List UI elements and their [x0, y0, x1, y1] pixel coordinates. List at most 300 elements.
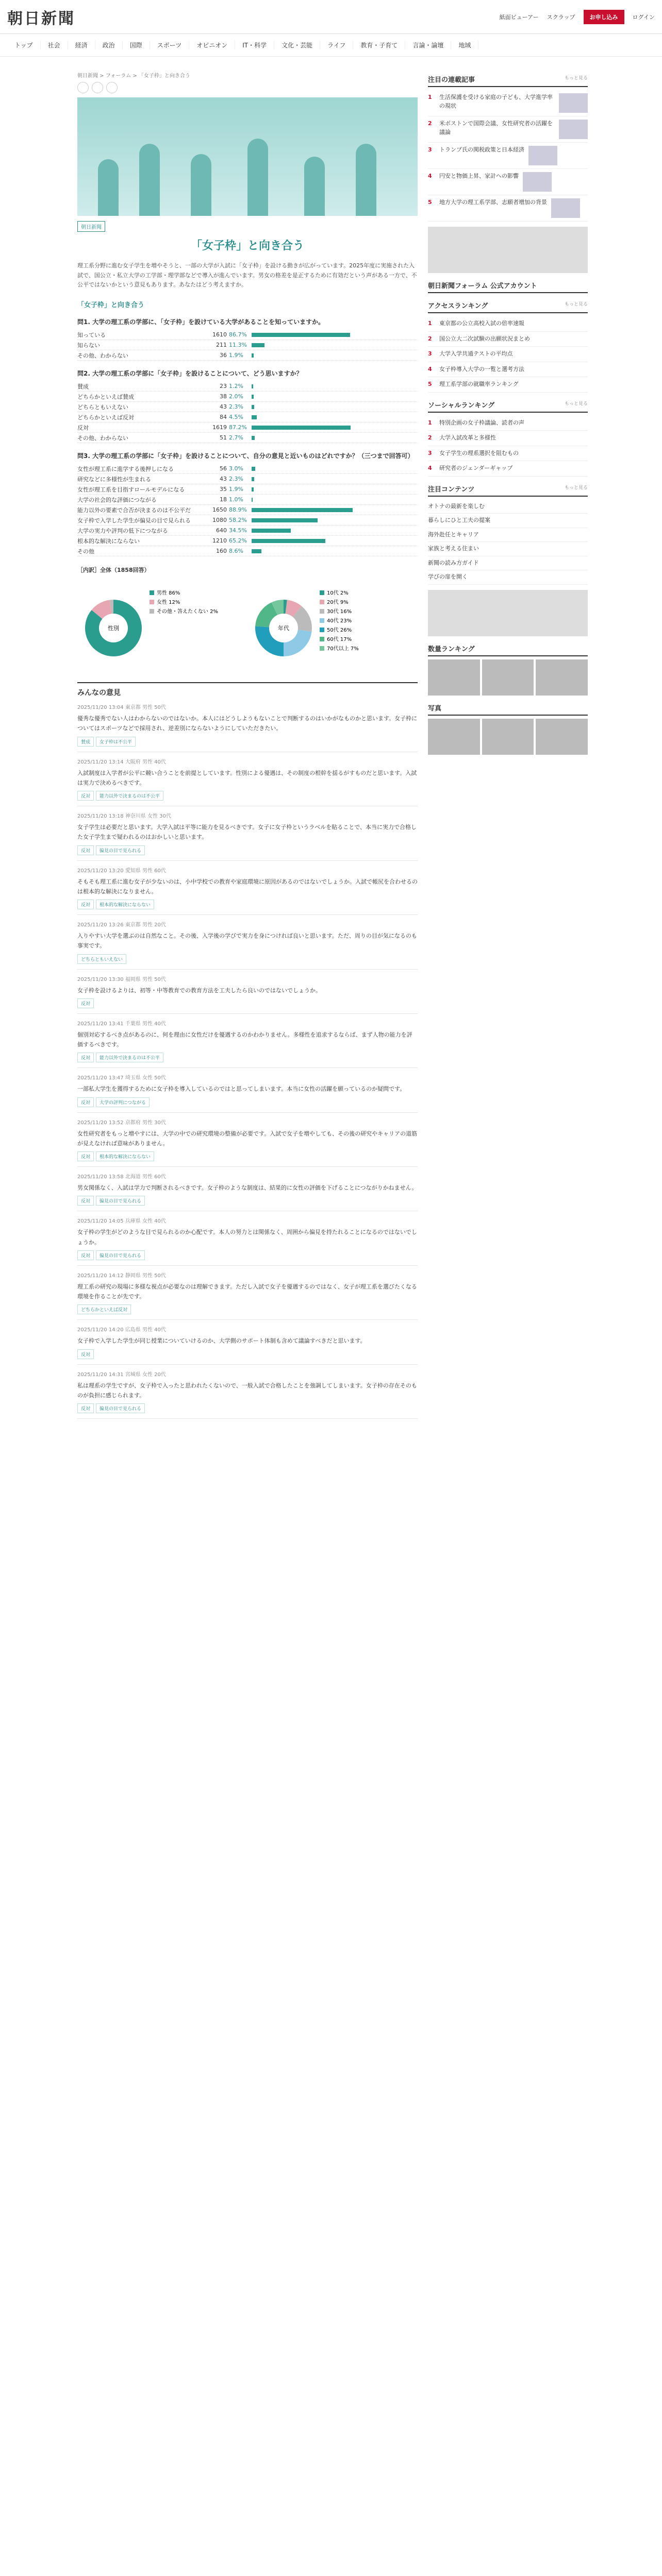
result-count: 1610: [212, 331, 227, 338]
legend-swatch: [320, 637, 324, 641]
gender-pie-chart: [77, 584, 237, 672]
thumbnail[interactable]: [528, 146, 557, 165]
thumbnail[interactable]: [559, 120, 588, 139]
result-percent: 1.9%: [229, 352, 243, 359]
nav-item[interactable]: 言論・論壇: [405, 41, 451, 49]
list-item-text: トランプ氏の関税政策と日本経済: [439, 146, 524, 153]
result-label: 女子枠で入学した学生が偏見の目で見られる: [77, 517, 191, 524]
list-item[interactable]: [428, 332, 588, 347]
opinion-meta: 2025/11/20 14:20 広島県 男性 40代: [77, 1327, 166, 1333]
opinion-tag[interactable]: 能力以外で決まるのは不公平: [96, 1053, 163, 1062]
result-count: 43: [220, 476, 227, 483]
ad-banner[interactable]: [428, 227, 588, 273]
rank-number: 4: [428, 365, 432, 372]
list-item-text: オトナの最新を楽しむ: [428, 502, 485, 510]
nav-item[interactable]: トップ: [7, 41, 41, 49]
list-item-text: 新聞の読み方ガイド: [428, 559, 479, 566]
result-percent: 2.3%: [229, 476, 243, 483]
list-item-text: 円安と物価上昇、家計への影響: [439, 173, 519, 179]
legend-label: 70代以上 7%: [327, 646, 359, 652]
opinion-tag[interactable]: 偏見の目で見られる: [96, 1250, 145, 1260]
opinion-tags: [77, 1053, 418, 1062]
breakdown-title: ［内訳］全体（1858回答）: [77, 567, 150, 574]
result-count: 43: [220, 403, 227, 411]
result-label: その他、わからない: [77, 434, 128, 442]
result-bar: [252, 508, 353, 512]
result-percent: 1.0%: [229, 496, 243, 503]
result-row: [77, 536, 418, 546]
opinion-item: [77, 861, 418, 916]
opinion-meta: 2025/11/20 13:47 埼玉県 女性 50代: [77, 1075, 166, 1081]
result-row: [77, 402, 418, 412]
opinion-body: 女子枠で入学した学生が同じ授業についていけるのか、大学側のサポート体制も含めて議論すべきだと思います。: [77, 1337, 366, 1345]
opinion-tags: [77, 791, 418, 801]
opinion-tag[interactable]: 根本的な解決にならない: [96, 1151, 154, 1161]
result-percent: 3.0%: [229, 465, 243, 472]
list-item[interactable]: [428, 90, 588, 116]
opinion-item: [77, 1211, 418, 1266]
rank-number: 1: [428, 320, 432, 327]
pickup-heading: 注目コンテンツ もっと見る: [428, 484, 588, 497]
opinion-item: [77, 1113, 418, 1167]
opinion-meta: 2025/11/20 13:52 京都府 男性 30代: [77, 1120, 166, 1126]
list-item[interactable]: [428, 446, 588, 462]
result-count: 211: [216, 342, 227, 349]
result-bar: [252, 477, 254, 481]
opinion-tags: [77, 900, 418, 909]
social-ranking-heading: ソーシャルランキング もっと見る: [428, 400, 588, 413]
opinion-meta: 2025/11/20 13:04 東京都 男性 50代: [77, 705, 166, 711]
facebook-share-icon[interactable]: [92, 82, 103, 93]
rank-number: 3: [428, 449, 432, 456]
result-count: 160: [216, 548, 227, 555]
result-bar: [252, 436, 255, 440]
result-count: 36: [220, 352, 227, 359]
list-item-text: 理工系学部の就職率ランキング: [439, 381, 519, 387]
opinion-tags: [77, 737, 418, 747]
opinion-body: そもそも理工系に進む女子が少ないのは、小中学校での教育や家庭環境に原因があるのではないでしょうか。入試で帳尻を合わせるのは根本的な解決になりません。: [77, 878, 418, 895]
result-row: [77, 330, 418, 340]
survey-title: 「女子枠」と向き合う: [77, 301, 145, 310]
rank-number: 3: [428, 350, 432, 357]
result-label: 知っている: [77, 331, 106, 338]
result-label: 反対: [77, 424, 89, 431]
opinion-tag[interactable]: 反対: [77, 791, 94, 801]
result-bar: [252, 467, 255, 471]
result-count: 38: [220, 393, 227, 400]
opinion-item: [77, 1365, 418, 1419]
result-label: 知らない: [77, 342, 100, 349]
legend-label: 30代 16%: [327, 609, 352, 615]
opinions-title: みんなの意見: [77, 682, 418, 698]
result-row: [77, 464, 418, 474]
legend-swatch: [320, 618, 324, 623]
result-percent: 88.9%: [229, 506, 247, 514]
nav-item[interactable]: ライフ: [320, 41, 353, 49]
list-item[interactable]: [428, 542, 588, 556]
result-label: 大学の実力や評判の低下につながる: [77, 527, 168, 534]
subscribe-button[interactable]: お申し込み: [584, 10, 624, 24]
opinion-body: 個別対応するべき点があるのに、何を理由に女性だけを優遇するのかわかりません。多様性を追求するならば、まず人物の能力を評価するべきです。: [77, 1031, 412, 1048]
result-percent: 1.2%: [229, 383, 243, 390]
attribute-charts: [77, 584, 418, 672]
result-label: 能力以外の要素で合否が決まるのは不公平だ: [77, 506, 191, 514]
nav-item[interactable]: 国際: [123, 41, 150, 49]
breadcrumb[interactable]: 朝日新聞 > フォーラム > 「女子枠」と向き合う: [77, 73, 190, 79]
opinion-tag[interactable]: 反対: [77, 1151, 94, 1161]
list-item[interactable]: [428, 431, 588, 446]
list-item[interactable]: [428, 514, 588, 528]
rank-number: 1: [428, 419, 432, 426]
legend-swatch: [320, 590, 324, 595]
result-bar: [252, 487, 254, 492]
opinion-tag[interactable]: 能力以外で決まるのは不公平: [96, 791, 163, 801]
rank-number: 2: [428, 434, 432, 441]
global-nav: [0, 34, 662, 57]
opinion-tag[interactable]: 反対: [77, 900, 94, 909]
opinion-tags: [77, 845, 418, 855]
nav-item[interactable]: オピニオン: [189, 41, 235, 49]
list-item-text: 女子枠導入大学の一覧と選考方法: [439, 365, 524, 372]
result-count: 56: [220, 465, 227, 472]
ranking-photos: [428, 659, 588, 696]
photo-gallery: [428, 719, 588, 755]
share-buttons: [77, 82, 418, 93]
result-label: 女性が理工系に進学する後押しになる: [77, 465, 174, 472]
result-bar: [252, 384, 253, 388]
result-count: 1650: [212, 506, 227, 514]
list-item[interactable]: [428, 528, 588, 543]
opinion-tag[interactable]: どちらかといえば反対: [77, 1304, 131, 1314]
hero-image: [77, 97, 418, 216]
list-item-text: 家族と考える住まい: [428, 545, 479, 552]
result-percent: 2.7%: [229, 434, 243, 442]
news-list: [428, 90, 588, 222]
legend-label: 50代 26%: [327, 628, 352, 634]
result-bar: [252, 549, 261, 553]
opinion-meta: 2025/11/20 14:05 兵庫県 女性 40代: [77, 1218, 166, 1225]
result-count: 640: [216, 527, 227, 534]
list-item-text: 暮らしにひと工夫の提案: [428, 517, 490, 523]
opinion-body: 入りやすい大学を選ぶのは自然なこと。その後、入学後の学びで実力を身につければ良いと思います。ただ、周りの目が気になるのも事実です。: [77, 933, 417, 950]
legend-swatch: [320, 628, 324, 632]
result-count: 51: [220, 434, 227, 442]
list-item[interactable]: [428, 347, 588, 362]
opinion-body: 理工系の研究の現場に多様な視点が必要なのは理解できます。ただし入試で女子を優遇するのではなく、女子が理工系を選びたくなる環境を作ることが先です。: [77, 1283, 417, 1300]
legend-swatch: [150, 600, 154, 604]
opinion-tags: [77, 998, 418, 1008]
nav-item[interactable]: スポーツ: [150, 41, 190, 49]
legend-swatch: [320, 609, 324, 614]
opinion-tag[interactable]: 反対: [77, 1196, 94, 1206]
rank-number: 4: [428, 465, 432, 471]
scrap-link[interactable]: スクラップ: [547, 13, 575, 21]
opinion-meta: 2025/11/20 13:58 北海道 男性 60代: [77, 1174, 166, 1180]
list-item[interactable]: [428, 116, 588, 143]
legend-label: 女性 12%: [157, 600, 180, 606]
access-ranking-heading: アクセスランキング もっと見る: [428, 300, 588, 313]
list-item-text: 研究者のジェンダーギャップ: [439, 465, 513, 471]
nav-item[interactable]: 経済: [68, 41, 95, 49]
result-bar: [252, 539, 325, 543]
result-bar: [252, 405, 254, 409]
list-item[interactable]: [428, 556, 588, 571]
thumbnail[interactable]: [523, 172, 552, 192]
list-item-text: 大学入試改革と多様性: [439, 434, 496, 441]
list-item-text: 特別企画の女子枠議論、読者の声: [439, 419, 524, 426]
viewer-link[interactable]: 紙面ビューアー: [499, 13, 539, 21]
opinion-tag[interactable]: 反対: [77, 998, 94, 1008]
opinion-item: [77, 752, 418, 807]
opinion-tag[interactable]: 大学の評判につながる: [96, 1097, 150, 1107]
opinion-body: 女子枠の学生がどのような目で見られるのか心配です。本人の努力とは関係なく、周囲から偏見を持たれることになるのではないでしょうか。: [77, 1229, 417, 1246]
list-item[interactable]: [428, 316, 588, 332]
result-bar: [252, 395, 254, 399]
result-count: 1619: [212, 424, 227, 431]
result-percent: 2.0%: [229, 393, 243, 400]
opinion-tag[interactable]: 偏見の目で見られる: [96, 845, 145, 855]
list-item[interactable]: [428, 195, 588, 222]
opinion-body: 女子学生は必要だと思います。大学入試は平等に能力を見るべきです。女子に女子枠というラベルを貼ることで、本当に実力で合格した女子学生まで疑われるのはおかしいと思います。: [77, 824, 417, 841]
opinion-item: [77, 1068, 418, 1112]
pie-title: 性別: [108, 625, 119, 632]
legend-swatch: [150, 590, 154, 595]
result-percent: 2.3%: [229, 403, 243, 411]
opinion-tag[interactable]: 反対: [77, 1349, 94, 1359]
result-row: [77, 474, 418, 484]
site-logo[interactable]: 朝日新聞: [7, 9, 75, 28]
legend-label: 男性 86%: [157, 590, 180, 597]
list-item[interactable]: [428, 500, 588, 514]
opinion-meta: 2025/11/20 13:41 千葉県 男性 40代: [77, 1021, 166, 1027]
opinion-meta: 2025/11/20 13:26 東京都 男性 20代: [77, 922, 166, 928]
login-link[interactable]: ログイン: [632, 13, 655, 21]
survey-question: 問3. 大学の理工系の学部に「女子枠」を設けることについて、自分の意見と近いものはどれですか？（三つまで回答可）: [77, 452, 414, 460]
nav-item[interactable]: 政治: [95, 41, 123, 49]
result-row: [77, 350, 418, 361]
opinion-tag[interactable]: 女子枠は不公平: [96, 737, 136, 747]
result-bar: [252, 426, 351, 430]
result-row: [77, 422, 418, 433]
rank-number: 5: [428, 199, 432, 206]
opinion-meta: 2025/11/20 14:12 静岡県 男性 50代: [77, 1273, 166, 1279]
legend-swatch: [320, 600, 324, 604]
opinion-tag[interactable]: 賛成: [77, 737, 94, 747]
legend-label: 60代 17%: [327, 637, 352, 643]
result-label: その他: [77, 548, 94, 555]
legend-label: その他・答えたくない 2%: [157, 609, 219, 615]
legend-label: 40代 23%: [327, 618, 352, 624]
result-row: [77, 484, 418, 495]
result-bar: [252, 518, 318, 522]
legend-swatch: [150, 609, 154, 614]
rank-number: 4: [428, 173, 432, 179]
opinions-list: [77, 698, 418, 1419]
survey-question: 問1. 大学の理工系の学部に、「女子枠」を設けている大学があることを知っていますか。: [77, 318, 325, 326]
opinion-item: [77, 970, 418, 1014]
opinion-tag[interactable]: 反対: [77, 845, 94, 855]
opinion-tag[interactable]: どちらともいえない: [77, 954, 126, 964]
result-label: どちらともいえない: [77, 403, 128, 411]
survey-question: 問2. 大学の理工系の学部に「女子枠」を設けることについて、どう思いますか？: [77, 370, 303, 378]
result-percent: 11.3%: [229, 342, 247, 349]
opinion-item: [77, 698, 418, 752]
result-percent: 86.7%: [229, 331, 247, 338]
nav-item[interactable]: 社会: [41, 41, 68, 49]
list-item[interactable]: [428, 143, 588, 169]
list-item-text: 学びの扉を開く: [428, 573, 468, 580]
result-percent: 4.5%: [229, 414, 243, 421]
age-pie-chart: [247, 584, 418, 672]
category-tag[interactable]: 朝日新聞: [77, 221, 105, 232]
result-row: [77, 433, 418, 443]
forum-heading: 朝日新聞フォーラム 公式アカウント: [428, 280, 588, 293]
opinion-tags: [77, 1097, 418, 1107]
nav-item[interactable]: 教育・子育て: [353, 41, 405, 49]
result-row: [77, 495, 418, 505]
opinion-body: 男女関係なく、入試は学力で判断されるべきです。女子枠のような制度は、結果的に女性の評価を下げることにつながりかねません。: [77, 1184, 418, 1192]
result-row: [77, 340, 418, 350]
rank-number: 3: [428, 146, 432, 153]
opinion-tag[interactable]: 反対: [77, 1053, 94, 1062]
result-label: 大学の社会的な評価につながる: [77, 496, 157, 503]
photos-heading: 写真: [428, 703, 588, 716]
result-bar: [252, 498, 253, 502]
result-label: どちらかといえば賛成: [77, 393, 134, 400]
rank-number: 2: [428, 335, 432, 342]
result-row: [77, 392, 418, 402]
result-row: [77, 412, 418, 422]
opinion-item: [77, 915, 418, 970]
opinion-body: 女子枠を設けるよりは、初等・中等教育での教育方法を工夫したら良いのではないでしょうか。: [77, 987, 321, 994]
main-content: [77, 67, 418, 1419]
list-item[interactable]: [428, 362, 588, 378]
result-bar: [252, 415, 257, 419]
legend-swatch: [320, 646, 324, 651]
list-item-text: 国公立大二次試験の出願状況まとめ: [439, 335, 530, 342]
result-count: 84: [220, 414, 227, 421]
result-count: 18: [220, 496, 227, 503]
result-count: 23: [220, 383, 227, 390]
opinion-tag[interactable]: 反対: [77, 1403, 94, 1413]
nav-item[interactable]: IT・科学: [235, 41, 274, 49]
list-item[interactable]: [428, 570, 588, 585]
opinion-tags: [77, 1403, 418, 1413]
list-item-text: 海外赴任とキャリア: [428, 531, 479, 538]
opinion-tag[interactable]: 反対: [77, 1250, 94, 1260]
social-ranking-list: [428, 416, 588, 477]
opinion-meta: 2025/11/20 13:30 福岡県 男性 50代: [77, 976, 166, 982]
line-share-icon[interactable]: [106, 82, 118, 93]
sidebar: [428, 67, 588, 755]
opinion-meta: 2025/11/20 13:14 大阪府 男性 40代: [77, 759, 166, 765]
legend-label: 10代 2%: [327, 590, 349, 597]
article-lead: 理工系分野に進む女子学生を増やそうと、一部の大学が入試に「女子枠」を設ける動きが広がっています。2025年度に実施された入試で、国公立・私立大学の工学部・理学部などで導入が進んでいます。男女の格差を是正するために有効だという声がある一方で、不公平ではないかという意見もあります。あなたはどう考えますか。: [77, 262, 417, 289]
site-header: [0, 0, 662, 34]
legend-label: 20代 9%: [327, 600, 349, 606]
list-item[interactable]: [428, 461, 588, 477]
opinion-tags: [77, 1349, 418, 1359]
list-item[interactable]: [428, 416, 588, 431]
opinion-tags: [77, 1250, 418, 1260]
list-item[interactable]: [428, 169, 588, 195]
list-item-text: 大学入学共通テストの平均点: [439, 350, 513, 357]
result-label: その他、わからない: [77, 352, 128, 359]
result-label: 研究などに多様性が生まれる: [77, 476, 151, 483]
rank-number: 1: [428, 94, 432, 100]
thumbnail[interactable]: [559, 93, 588, 113]
result-bar: [252, 529, 291, 533]
opinion-tag[interactable]: 偏見の目で見られる: [96, 1196, 145, 1206]
opinion-tag[interactable]: 偏見の目で見られる: [96, 1403, 145, 1413]
rank-number: 5: [428, 381, 432, 387]
list-item[interactable]: [428, 377, 588, 393]
result-count: 1210: [212, 537, 227, 545]
opinion-body: 女性研究者をもっと増やすには、大学の中での研究環境の整備が必要です。入試で女子を増やしても、その後の研究やキャリアの道筋が見えなければ意味がありません。: [77, 1130, 418, 1147]
result-bar: [252, 343, 264, 347]
list-item-text: 女子学生の理系選択を阻むもの: [439, 449, 519, 456]
thumbnail[interactable]: [551, 198, 580, 218]
list-item-text: 東京都の公立高校入試の倍率速報: [439, 320, 524, 327]
article-title: 「女子枠」と向き合う: [190, 240, 304, 252]
news-heading: 注目の連載記事 もっと見る: [428, 74, 588, 87]
ad-banner-2[interactable]: [428, 590, 588, 636]
survey-results: [77, 317, 418, 556]
result-bar: [252, 333, 350, 337]
nav-item[interactable]: 地域: [451, 41, 478, 49]
ranking2-heading: 数量ランキング: [428, 643, 588, 656]
opinion-body: 私は理系の学生ですが、女子枠で入ったと思われたくないので、一般入試で合格したことを強調してしまいます。女子枠の存在そのものが負担に感じられます。: [77, 1382, 417, 1399]
result-count: 35: [220, 486, 227, 493]
opinion-tags: [77, 1196, 418, 1206]
x-share-icon[interactable]: [77, 82, 89, 93]
list-item-text: 地方大学の理工系学部、志願者増加の背景: [439, 199, 547, 206]
opinion-tags: [77, 1304, 418, 1314]
opinion-body: 一部私大学生を獲得するために女子枠を導入しているのではと思ってしまいます。本当に女性の活躍を願っているのか疑問です。: [77, 1086, 406, 1093]
opinion-tag[interactable]: 反対: [77, 1097, 94, 1107]
nav-item[interactable]: 文化・芸能: [274, 41, 320, 49]
opinion-body: 優秀な優秀でない人はわからないのではないか。本人にはどうしようもないことで判断するのはいかがなものかと思います。女子枠についてはスポーツなどで採用され、逆差別にならないようにしていただきたい。: [77, 715, 418, 732]
result-percent: 87.2%: [229, 424, 247, 431]
result-percent: 1.9%: [229, 486, 243, 493]
result-percent: 8.6%: [229, 548, 243, 555]
result-row: [77, 515, 418, 526]
opinion-item: [77, 1320, 418, 1364]
opinion-item: [77, 1014, 418, 1069]
result-bar: [252, 353, 254, 358]
opinion-item: [77, 806, 418, 861]
list-item-text: 米ボストンで国際会議、女性研究者の活躍を議論: [439, 120, 553, 135]
list-item-text: 生活保護を受ける家庭の子ども、大学進学率の現状: [439, 94, 553, 109]
result-label: 根本的な解決にならない: [77, 537, 140, 545]
result-percent: 34.5%: [229, 527, 247, 534]
opinion-item: [77, 1167, 418, 1211]
opinion-tag[interactable]: 根本的な解決にならない: [96, 900, 154, 909]
result-percent: 58.2%: [229, 517, 247, 524]
opinion-meta: 2025/11/20 14:31 宮城県 女性 20代: [77, 1371, 166, 1378]
rank-number: 2: [428, 120, 432, 127]
pie-title: 年代: [278, 625, 289, 632]
result-label: 賛成: [77, 383, 89, 390]
opinion-tags: [77, 954, 418, 964]
result-label: どちらかといえば反対: [77, 414, 134, 421]
opinion-tags: [77, 1151, 418, 1161]
result-row: [77, 526, 418, 536]
result-row: [77, 381, 418, 392]
result-percent: 65.2%: [229, 537, 247, 545]
result-count: 1080: [212, 517, 227, 524]
result-row: [77, 546, 418, 556]
